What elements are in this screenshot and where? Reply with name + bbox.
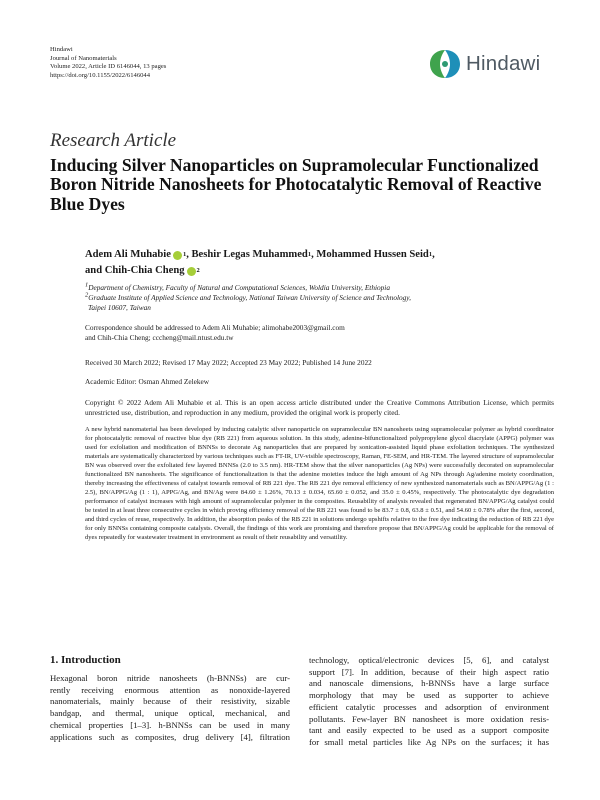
author-name[interactable]: Chih-Chia Cheng xyxy=(104,265,185,276)
body-line: and nanoscale dimensions, h-BNNSs have a large surface xyxy=(309,678,549,689)
body-line: efficient catalytic processes and adsorption of environment xyxy=(309,701,549,712)
body-line: chemical properties [1–3]. h-BNNSs can be used in many xyxy=(50,719,290,730)
academic-editor: Academic Editor: Osman Ahmed Zelekew xyxy=(85,377,210,386)
publisher-name: Hindawi xyxy=(50,46,73,53)
body-line: applications such as composites, drug delivery [4], filtration xyxy=(50,731,290,742)
body-line: support [7]. In addition, because of their high aspect ratio xyxy=(309,666,549,677)
author-name[interactable]: Beshir Legas Muhammed xyxy=(191,249,308,260)
affil-sup: 1 xyxy=(85,281,89,289)
affiliation: Department of Chemistry, Faculty of Natural and Computational Sciences, Woldia University, Ethiopia xyxy=(88,283,390,292)
abstract: A new hybrid nanomaterial has been developed by inducing catalytic silver nanoparticle on supramolecular BN nanosheets using supramolecular polymer as hybrid coordinator for photocatalytic removal of reactive blue dye (RB 221) from aqueous solution. In this study, adenine-bifunctionalized polypropylene glycol diacrylate (APPG) polymer was used for exfoliation and modification of BNNSs to decorate Ag nanoparticles that are prepared by sonication-assisted liquid phase exfoliation techniques. The synthesized materials are systematically characterized by various techniques such as FT-IR, UV-visible spectroscopy, Raman, FE-SEM, and HR-TEM. The layered structure of supramolecular BN was observed over the exfoliated few layered BNNSs (2.0 to 3.5 nm). HR-TEM show that the silver nanoparticles (Ag NPs) were successfully decorated on supramolecular functionalized BN nanosheets. The significance of functionalization is that the adenine moieties induce the high amount of Ag NPs through Ag/adenine moiety coordination, thereby increasing the effectiveness of catalyst towards removal of RB 221 dye. The RB 221 dye removal efficiency of new synthesized nanomaterials such as BN/APPG/Ag (1 : 2.5), BN/APPG/Ag (1 : 1), APPG/Ag, and BN/Ag were 84.60 ± 1.26%, 70.13 ± 0.034, 65.60 ± 0.052, and 35.0 ± 0.45%, respectively. The photocatalytic dye degradation performance of catalyst increases with high amount of supramolecular polymer in the composites. Reusability of analysis revealed that regenerated BN/APPG/Ag catalyst could be tested in at least three consecutive cycles in which proving efficiency removal of the RB 221 was found to be 83.7 ± 0.8, 63.8 ± 0.51, and 54.60 ± 0.78% after the first, second, and third cycles of reuse, respectively. In addition, the absorption peaks of the RB 221 in solutions undergo upshifts relative to the free dye indicating the reduction of RB 221 dye for only BNNSs containing composite catalysts. Overall, the findings of this work are promising and therefore propose that BN/APPG/Ag could be applicable for the removal of dyes repeatedly for wastewater treatment in environment as result of their reusability and versatility. xyxy=(85,426,554,541)
copyright-notice: Copyright © 2022 Adem Ali Muhabie et al. This is an open access article distributed under the Creative Commons Attribution License, which permits unrestricted use, distribution, and reproduction in any medium, provided the original work is properly cited. xyxy=(85,398,554,417)
volume-line: Volume 2022, Article ID 6146044, 13 pages xyxy=(50,63,167,71)
correspondence-line: and Chih-Chia Cheng; cccheng@mail.ntust.edu.tw xyxy=(85,333,234,342)
orcid-icon[interactable] xyxy=(187,267,196,276)
article-title xyxy=(50,156,570,214)
body-line: for small metal particles like Ag NPs on the surfaces; it has xyxy=(309,736,549,747)
author-name[interactable]: Adem Ali Muhabie xyxy=(85,249,171,260)
orcid-icon[interactable] xyxy=(173,251,182,260)
body-line: tant and easily expected to be used as a support composite xyxy=(309,725,549,736)
author-list: Adem Ali Muhabie 1 , Beshir Legas Muhammed 1 , Mohammed Hussen Seid 1 , and Chih-Chia Cheng 2 xyxy=(85,247,565,279)
hindawi-logo xyxy=(428,48,552,80)
title-line: Boron Nitride Nanosheets for Photocatalytic Removal of Reactive xyxy=(50,174,542,195)
correspondence-line: Correspondence should be addressed to Adem Ali Muhabie; alimohabe2003@gmail.com xyxy=(85,323,345,332)
correspondence xyxy=(85,323,575,343)
body-line: morphology that may be used as supporter to achieve xyxy=(309,690,549,701)
intro-right-column xyxy=(309,655,549,749)
logo-wordmark: Hindawi xyxy=(466,52,541,75)
body-line: nanomaterials, mainly because of their resistivity, sizable xyxy=(50,696,290,707)
body-line: technology, optical/electronic devices [5, 6], and catalyst xyxy=(309,655,549,665)
article-type: Research Article xyxy=(50,130,177,151)
publication-dates: Received 30 March 2022; Revised 17 May 2022; Accepted 23 May 2022; Published 14 June 2022 xyxy=(85,358,372,367)
affiliation: Graduate Institute of Applied Science and Technology, National Taiwan University of Science and Technology, xyxy=(88,293,411,302)
body-line: pollutants. Few-layer BN nanosheet is more oxidation resis- xyxy=(309,713,549,724)
affiliations xyxy=(85,283,565,313)
body-line: rently receiving enormous attention as nonoxide-layered xyxy=(50,684,290,695)
affil-sup: 2 xyxy=(85,291,89,299)
journal-name: Journal of Nanomaterials xyxy=(50,54,117,62)
doi-link[interactable]: https://doi.org/10.1155/2022/6146044 xyxy=(50,71,151,79)
affiliation: Taipei 10607, Taiwan xyxy=(88,303,151,312)
title-line: Inducing Silver Nanoparticles on Supramolecular Functionalized xyxy=(50,155,539,175)
journal-header xyxy=(50,46,166,80)
body-line: bandgap, and thermal, unique optical, mechanical, and xyxy=(50,708,290,719)
author-name[interactable]: Mohammed Hussen Seid xyxy=(316,249,429,260)
body-line: Hexagonal boron nitride nanosheets (h-BNNSs) are cur- xyxy=(50,673,290,683)
section-heading: 1. Introduction xyxy=(50,654,121,666)
title-line: Blue Dyes xyxy=(50,193,125,214)
intro-left-column xyxy=(50,673,290,743)
hindawi-logo-icon xyxy=(428,48,462,80)
